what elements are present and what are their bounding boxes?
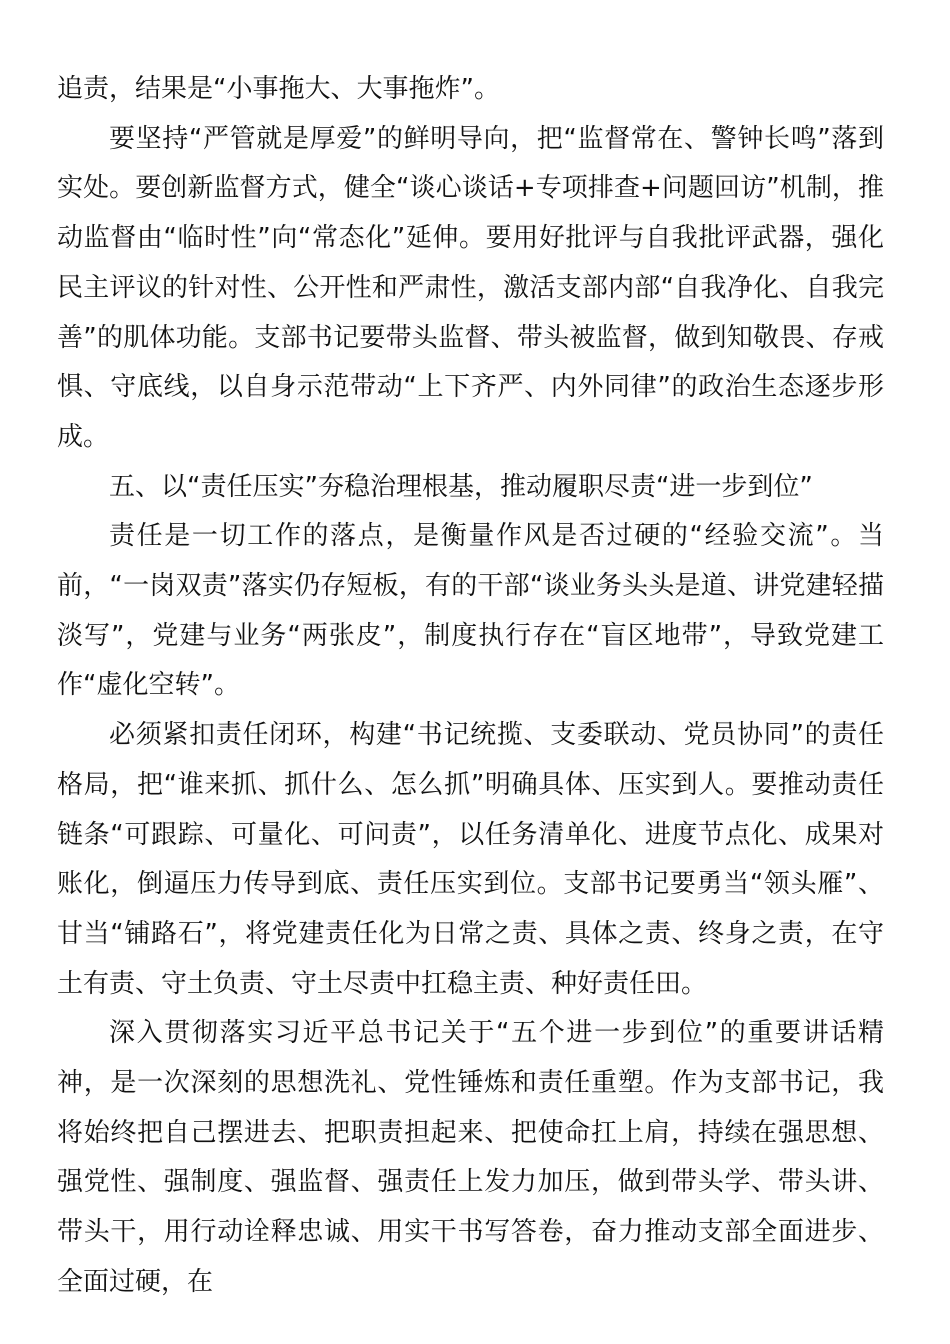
section-heading-five: 五、以“责任压实”夯稳治理根基，推动履职尽责“进一步到位” <box>109 471 813 502</box>
paragraph-continuation: 追责，结果是“小事拖大、大事拖炸”。 <box>57 74 500 104</box>
paragraph-conclusion: 深入贯彻落实习近平总书记关于“五个进一步到位”的重要讲话精神，是一次深刻的思想洗礼、党性锤炼和责任重塑。作为支部书记，我将始终把自己摆进去、把职责担起来、把使命扛上肩，持续在强思想、强党性、强制度、强监督、强责任上发力加压，做到带头学、带头讲、带头干，用行动诠释忠诚、用实干书写答卷，奋力推动支部全面进步、全面过硬，在 <box>57 1018 884 1297</box>
paragraph-responsibility-intro: 责任是一切工作的落点，是衡量作风是否过硬的“经验交流”。当前，“一岗双责”落实仍存短板，有的干部“谈业务头头是道、讲党建轻描淡写”，党建与业务“两张皮”，制度执行存在“盲区地带”，导致党建工作“虚化空转”。 <box>57 521 884 701</box>
paragraph-responsibility-closure: 必须紧扣责任闭环，构建“书记统揽、支委联动、党员协同”的责任格局，把“谁来抓、抓什么、怎么抓”明确具体、压实到人。要推动责任链条“可跟踪、可量化、可问责”，以任务清单化、进度节点化、成果对账化，倒逼压力传导到底、责任压实到位。支部书记要勇当“领头雁”、甘当“铺路石”，将党建责任化为日常之责、具体之责、终身之责，在守土有责、守土负责、守土尽责中扛稳主责、种好责任田。 <box>57 720 884 999</box>
paragraph-supervision: 要坚持“严管就是厚爱”的鲜明导向，把“监督常在、警钟长鸣”落到实处。要创新监督方式，健全“谈心谈话+专项排查+问题回访”机制，推动监督由“临时性”向“常态化”延伸。要用好批评与自我批评武器，强化民主评议的针对性、公开性和严肃性，激活支部内部“自我净化、自我完善”的肌体功能。支部书记要带头监督、带头被监督，做到知敬畏、存戒惧、守底线，以自身示范带动“上下齐严、内外同律”的政治生态逐步形成。 <box>57 123 884 452</box>
